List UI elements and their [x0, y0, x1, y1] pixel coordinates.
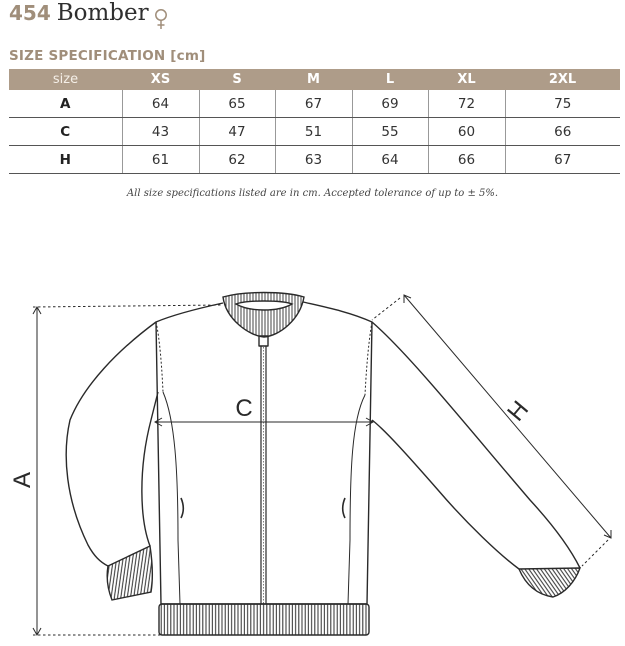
table-cell: 51: [275, 118, 352, 146]
product-code: 454: [9, 1, 51, 25]
table-cell: 66: [428, 146, 505, 174]
collar-ribbing: [223, 293, 304, 338]
table-cell: 47: [199, 118, 275, 146]
table-cell: 60: [428, 118, 505, 146]
table-cell: 64: [352, 146, 428, 174]
table-cell: 62: [199, 146, 275, 174]
column-header: size: [9, 69, 122, 90]
table-cell: 43: [122, 118, 199, 146]
measurement-c: [155, 418, 373, 426]
size-spec-heading: SIZE SPECIFICATION [cm]: [9, 48, 206, 64]
table-cell: 64: [122, 90, 199, 118]
table-cell: 63: [275, 146, 352, 174]
table-cell: 75: [505, 90, 620, 118]
label-a: A: [9, 471, 36, 489]
row-label: H: [9, 146, 122, 174]
column-header: XL: [428, 69, 505, 90]
table-cell: 55: [352, 118, 428, 146]
table-cell: 61: [122, 146, 199, 174]
column-header: M: [275, 69, 352, 90]
measurement-h: [372, 295, 611, 566]
waistband-ribbing: [159, 604, 369, 635]
table-cell: 65: [199, 90, 275, 118]
product-name: Bomber: [56, 0, 149, 26]
table-cell: 72: [428, 90, 505, 118]
row-label: A: [9, 90, 122, 118]
table-cell: 66: [505, 118, 620, 146]
label-h: H: [502, 395, 535, 427]
table-cell: 67: [275, 90, 352, 118]
row-label: C: [9, 118, 122, 146]
label-c: C: [235, 395, 253, 422]
tolerance-note: All size specifications listed are in cm. Accepted tolerance of up to ± 5%.: [126, 188, 499, 199]
column-header: XS: [122, 69, 199, 90]
left-cuff: [107, 546, 152, 600]
column-header: 2XL: [505, 69, 620, 90]
column-header: S: [199, 69, 275, 90]
table-cell: 67: [505, 146, 620, 174]
table-cell: 69: [352, 90, 428, 118]
right-cuff: [519, 568, 580, 597]
column-header: L: [352, 69, 428, 90]
